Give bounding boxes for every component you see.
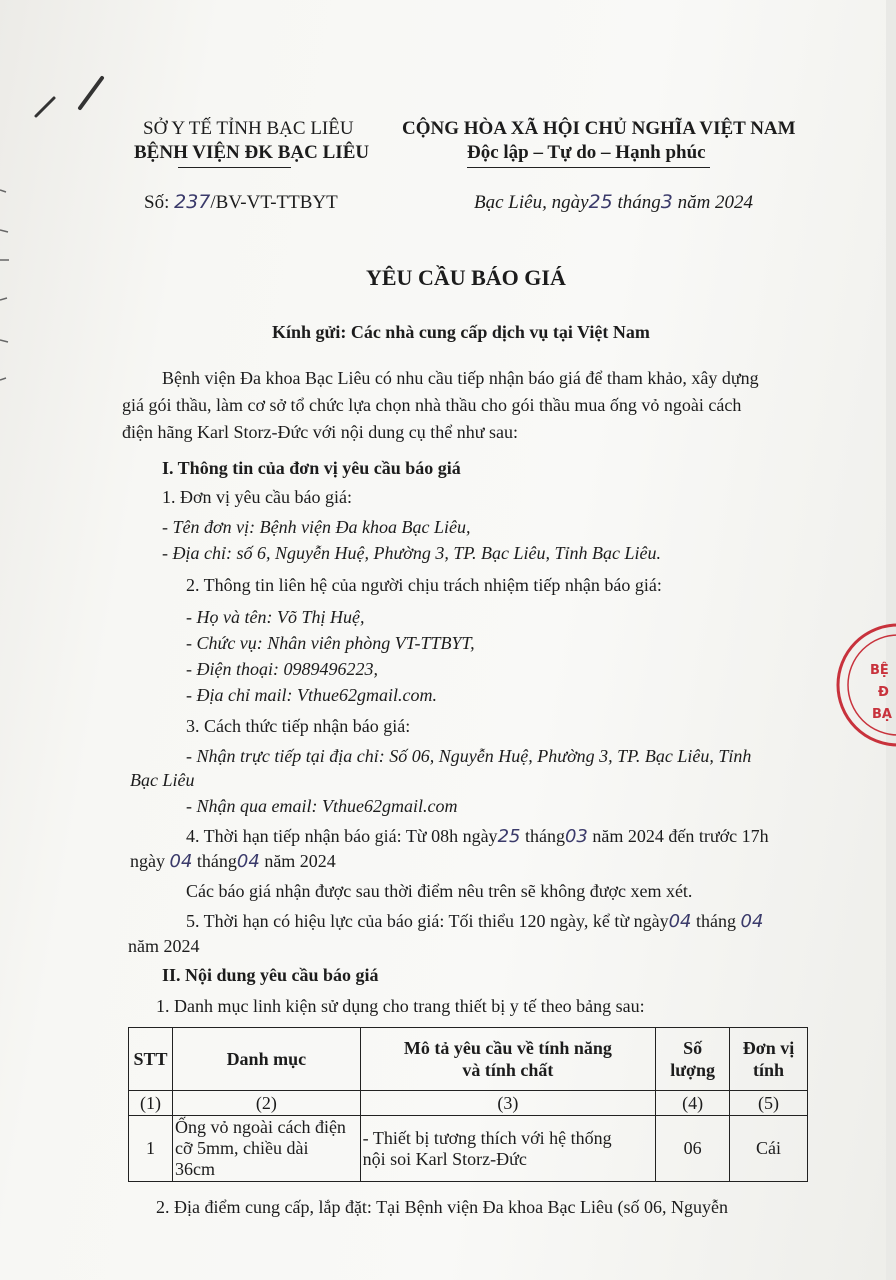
item4-day1-handwritten: 25 [497, 826, 521, 847]
stamp-text-3: BẠ [872, 707, 892, 722]
pen-stroke-mark [32, 72, 112, 122]
intro-line-3: điện hãng Karl Storz-Đức với nội dung cụ thể như sau: [122, 422, 518, 442]
recipient-line: Kính gửi: Các nhà cung cấp dịch vụ tại Việt Nam [272, 322, 650, 342]
index-cell: (4) [656, 1091, 730, 1116]
row-item-line-2: cỡ 5mm, chiều dài [174, 1138, 309, 1158]
receive-direct-line-2: Bạc Liêu [130, 770, 195, 790]
national-motto: Độc lập – Tự do – Hạnh phúc [467, 142, 706, 163]
section-2-item-2: 2. Địa điểm cung cấp, lắp đặt: Tại Bệnh viện Đa khoa Bạc Liêu (số 06, Nguyễn [156, 1197, 729, 1217]
row-description-line-1: - Thiết bị tương thích với hệ thống [362, 1127, 612, 1148]
receive-direct-line-1: - Nhận trực tiếp tại địa chỉ: Số 06, Nguyễn Huệ, Phường 3, TP. Bạc Liêu, Tỉnh [186, 746, 752, 766]
header-item: Danh mục [172, 1028, 360, 1091]
row-stt: 1 [129, 1116, 173, 1182]
header-unit-line-1: Đơn vị [742, 1038, 795, 1058]
row-description [360, 1116, 655, 1182]
hospital-name: BỆNH VIỆN ĐK BẠC LIÊU [134, 142, 370, 163]
header-quantity-line-2: lượng [670, 1060, 715, 1080]
item5-text-2: tháng [696, 911, 736, 931]
header-description [360, 1028, 655, 1091]
item4-text-5: tháng [196, 851, 237, 871]
table-index-row [129, 1091, 808, 1116]
contact-email: - Địa chỉ mail: Vthue62gmail.com. [186, 685, 437, 705]
receive-email: - Nhận qua email: Vthue62gmail.com [186, 796, 458, 816]
section-2-item-1: 1. Danh mục linh kiện sử dụng cho trang thiết bị y tế theo bảng sau: [156, 996, 645, 1016]
document-title: YÊU CẦU BÁO GIÁ [366, 265, 566, 290]
section-1-item-1: 1. Đơn vị yêu cầu báo giá: [162, 487, 352, 507]
date-line [474, 191, 753, 214]
stamp-text-2: Đ [878, 685, 889, 700]
official-stamp [836, 620, 896, 750]
item4-month2-handwritten: 04 [236, 851, 260, 872]
item4-text-2: tháng [524, 826, 565, 846]
index-cell: (1) [129, 1091, 173, 1116]
section-1-item-5-line-1 [186, 911, 763, 932]
header-quantity-line-1: Số [683, 1038, 703, 1058]
page-edge-marks [0, 180, 12, 400]
header-stt: STT [129, 1028, 173, 1091]
item4-text-4: ngày [130, 851, 165, 871]
row-unit: Cái [730, 1116, 808, 1182]
section-1-item-4-line-1 [186, 826, 769, 847]
equipment-table [128, 1027, 808, 1182]
header-description-line-2: và tính chất [462, 1060, 554, 1080]
stamp-text-1: BỆ [870, 663, 889, 678]
doc-number-handwritten: 237 [174, 191, 211, 213]
row-description-line-2: nội soi Karl Storz-Đức [362, 1148, 527, 1169]
date-year: năm 2024 [677, 192, 754, 213]
header-unit-line-2: tính [753, 1060, 785, 1080]
item4-text-1: 4. Thời hạn tiếp nhận báo giá: Từ 08h ngày [186, 826, 498, 846]
hospital-name-underline [178, 167, 291, 168]
item5-day-handwritten: 04 [668, 911, 692, 932]
row-item-line-3: 36cm [174, 1159, 215, 1179]
section-1-item-3: 3. Cách thức tiếp nhận báo giá: [186, 716, 411, 736]
intro-line-2: giá gói thầu, làm cơ sở tổ chức lựa chọn nhà thầu cho gói thầu mua ống vỏ ngoài cách [122, 395, 742, 415]
item4-month1-handwritten: 03 [564, 826, 588, 847]
section-2-heading: II. Nội dung yêu cầu báo giá [162, 965, 379, 985]
section-1-item-4-line-2 [130, 851, 336, 872]
index-cell: (2) [172, 1091, 360, 1116]
date-prefix: Bạc Liêu, ngày [474, 192, 589, 213]
document-number [144, 191, 338, 214]
row-item-name [172, 1116, 360, 1182]
motto-underline [467, 167, 710, 168]
row-quantity: 06 [656, 1116, 730, 1182]
item4-text-3: năm 2024 đến trước 17h [592, 826, 769, 846]
table-row [129, 1116, 808, 1182]
intro-line-1: Bệnh viện Đa khoa Bạc Liêu có nhu cầu tiếp nhận báo giá để tham khảo, xây dựng [162, 368, 759, 388]
doc-number-suffix: /BV-VT-TTBYT [210, 192, 338, 213]
contact-name: - Họ và tên: Võ Thị Huệ, [186, 607, 365, 627]
date-month-handwritten: 3 [660, 191, 673, 213]
national-title: CỘNG HÒA XÃ HỘI CHỦ NGHĨA VIỆT NAM [402, 118, 796, 139]
date-month-label: tháng [617, 192, 661, 213]
header-quantity [656, 1028, 730, 1091]
section-1-item-2: 2. Thông tin liên hệ của người chịu trách nhiệm tiếp nhận báo giá: [186, 575, 662, 595]
table-header-row [129, 1028, 808, 1091]
contact-phone: - Điện thoại: 0989496223, [186, 659, 378, 679]
agency-name: SỞ Y TẾ TỈNH BẠC LIÊU [143, 118, 354, 139]
late-note: Các báo giá nhận được sau thời điểm nêu trên sẽ không được xem xét. [186, 881, 693, 901]
unit-name: - Tên đơn vị: Bệnh viện Đa khoa Bạc Liêu, [162, 517, 471, 537]
date-day-handwritten: 25 [588, 191, 613, 213]
item4-text-6: năm 2024 [264, 851, 336, 871]
item5-text-1: 5. Thời hạn có hiệu lực của báo giá: Tối thiểu 120 ngày, kể từ ngày [186, 911, 669, 931]
unit-address: - Địa chỉ: số 6, Nguyễn Huệ, Phường 3, TP. Bạc Liêu, Tỉnh Bạc Liêu. [162, 543, 662, 563]
section-1-item-5-line-2: năm 2024 [128, 936, 200, 956]
header-description-line-1: Mô tả yêu cầu về tính năng [403, 1038, 612, 1058]
row-item-line-1: Ống vỏ ngoài cách điện [174, 1117, 346, 1137]
item4-day2-handwritten: 04 [169, 851, 193, 872]
section-1-heading: I. Thông tin của đơn vị yêu cầu báo giá [162, 458, 461, 478]
index-cell: (3) [360, 1091, 655, 1116]
contact-position: - Chức vụ: Nhân viên phòng VT-TTBYT, [186, 633, 475, 653]
header-unit [730, 1028, 808, 1091]
item5-month-handwritten: 04 [740, 911, 764, 932]
doc-number-prefix: Số: [144, 192, 170, 213]
index-cell: (5) [730, 1091, 808, 1116]
